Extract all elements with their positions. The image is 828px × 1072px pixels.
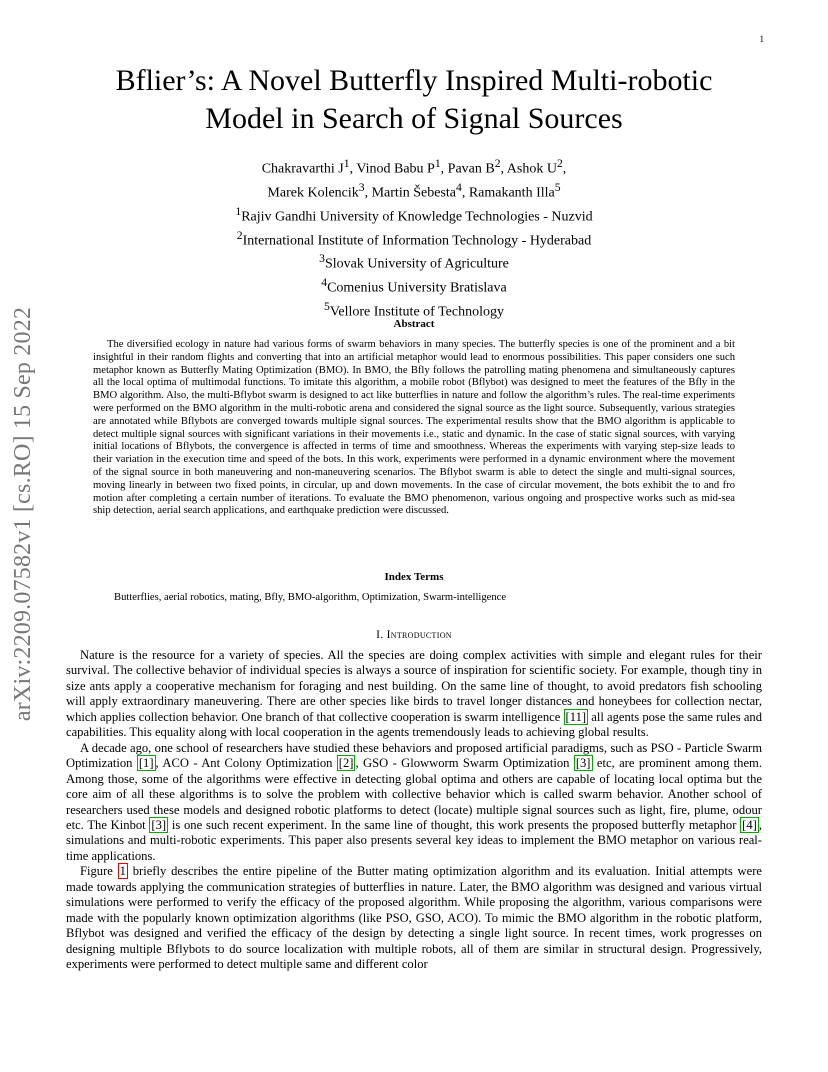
author-separator: ,: [562, 161, 567, 177]
citation-link[interactable]: [11]: [565, 709, 587, 724]
affiliation: $^1$Rajiv Gandhi University of Knowledge Technologies - Nuzvid: [235, 204, 593, 225]
author-line-1: [80, 155, 748, 179]
author-sup: 4: [455, 180, 462, 194]
author-sup: 1: [343, 157, 350, 170]
abstract-text: The diversified ecology in nature had various forms of swarm behaviors in many species. The butterfly species is one of the prominent and a bit insightful in their random flights and converting that into an artificial metaphor would lead to enormous possibilities. This paper considers one such metaphor known as Butterfly Mating Optimization (BMO). In BMO, the Bfly follows the patrolling mating phenomena and simultaneously captures all the local optima of multimodal functions. To imitate this algorithm, a mobile robot (Bflybot) was designed to meet the features of the Bfly in the BMO algorithm. Also, the multi-Bflybot swarm is designed to act like butterflies in nature and follow the algorithm’s rules. The real-time experiments were performed on the BMO algorithm in the multi-robotic arena and considered the signal source as the light source. Subsequently, various strategies are annotated while Bflybots are converged towards multiple signal sources. The experimental results show that the BMO algorithm is applicable to detect multiple signal sources with significant variations in their movements i.e., static and dynamic. In the case of static signal sources, with varying initial locations of Bflybots, the convergence is affected in terms of time and smoothness. Whereas the experiments with varying step-size leads to their variation in the execution time and speed of the bots. In this work, experiments were performed in a dynamic environment where the movement of the signal source in both maneuvering and non-maneuvering scenarios. The Bflybot swarm is able to detect the single and multi-signal sources, moving linearly in between two fixed points, in circular, up and down movements. In the case of circular movement, the bots exhibit the to and fro motion after completing a certain number of iterations. To evaluate the BMO phenomenon, various ongoing and prospective works such as mid-sea ship detection, aerial search applications, and earthquake prediction were discussed.: [93, 339, 735, 517]
paragraph: Nature is the resource for a variety of species. All the species are doing complex activities with simple and elegant rules for their survival. The collective behavior of individual species is always a source of inspiration for scientific society. For example, though tiny in size ants apply a cooperative mechanism for foraging and nest building. On the same line of thought, to avoid predators fish schooling will apply extraordinary maneuvering. There are other species like birds to travel longer distances and honeybees for collection nectar, which applies collection behavior. One branch of that collective cooperation is swarm intelligence [11] all agents pose the same rules and capabilities. This equality along with local cooperation in the agents tremendously leads to achieving global results.: [66, 648, 763, 740]
author-line-2: [80, 179, 748, 203]
author-name: , Ashok U: [500, 161, 557, 177]
author-name: , Martin Šebesta: [364, 185, 456, 201]
author-sup: 1: [434, 157, 441, 170]
figure-link[interactable]: 1: [119, 864, 126, 879]
author-sup: 2: [556, 157, 563, 170]
author-name: Chakravarthi J: [261, 161, 344, 177]
abstract-heading: Abstract: [393, 318, 435, 330]
paragraph: A decade ago, one school of researchers have studied these behaviors and proposed artificial paradigms, such as PSO - Particle Swarm Optimization [1] , ACO - Ant Colony Optimization [2] , GSO - Glowworm Swarm Optimization [3] etc, are prominent among them. Among those, some of the algorithms were effective in detecting global optima and others are capable of locating local optima but the core aim of all these algorithms is to solve the problem with collective behavior which is called swarm behavior. Another school of researchers used these models and designed robotic platforms to detect (locate) multiple signal sources such as light, fire, plume, odour etc. The Kinbot [3] is one such recent experiment. In the same line of thought, this work presents the proposed butterfly metaphor [4] , simulations and multi-robotic experiments. This paper also presents several key ideas to implement the BMO metaphor on various real-time applications.: [66, 740, 763, 863]
page-number: 1: [759, 34, 764, 44]
index-terms: Butterflies, aerial robotics, mating, Bfly, BMO-algorithm, Optimization, Swarm-intelligence: [114, 592, 507, 603]
author-sup: 5: [554, 180, 561, 194]
section-heading: [0, 629, 828, 641]
author-sup: 3: [358, 180, 365, 194]
author-block: [80, 155, 748, 322]
author-sup: 2: [494, 157, 501, 170]
arxiv-identifier: arXiv:2209.07582v1 [cs.RO] 15 Sep 2022: [10, 306, 36, 722]
author-name: , Pavan B: [440, 161, 495, 177]
affiliation: $^5$Vellore Institute of Technology: [324, 300, 504, 320]
author-name: Marek Kolencik: [267, 185, 359, 201]
citation-link[interactable]: [3]: [151, 817, 167, 832]
body-text: [66, 648, 762, 973]
paper-title: [60, 62, 768, 138]
citation-link[interactable]: [2]: [338, 756, 354, 771]
index-terms-heading: Index Terms: [384, 571, 444, 583]
title-line-1: Bflier’s: A Novel Butterfly Inspired Multi-robotic: [115, 64, 713, 97]
affiliation: $^4$Comenius University Bratislava: [321, 276, 507, 296]
author-name: , Vinod Babu P: [349, 161, 435, 177]
title-line-2: Model in Search of Signal Sources: [205, 102, 623, 135]
affiliation: $^2$International Institute of Information Technology - Hyderabad: [236, 228, 592, 249]
citation-link[interactable]: [1]: [138, 756, 154, 771]
section-number: I.: [376, 629, 387, 641]
citation-link[interactable]: [4]: [742, 817, 757, 832]
paragraph: Figure 1 briefly describes the entire pipeline of the Butter mating optimization algorithm and its evaluation. Initial attempts were made towards applying the communication strategies of butterflies in nature. Later, the BMO algorithm was designed and various virtual simulations were performed to verify the efficacy of the proposed algorithm. While proposing the algorithm, various comparisons were made with the popularly known optimization algorithms (like PSO, GSO, ACO). To mimic the BMO algorithm in the robotic platform, Bflybot was designed and verified the efficacy of the design by detecting a single light source. In recent times, work progresses on designing multiple Bflybots to do source localization with multiple robots, all of them are similar in structural design. Progressively, experiments were performed to detect multiple same and different color: [66, 864, 762, 972]
section-title: Introduction: [386, 629, 452, 641]
affiliation: $^3$Slovak University of Agriculture: [319, 252, 509, 273]
author-name: , Ramakanth Illa: [461, 185, 555, 201]
citation-link[interactable]: [3]: [575, 756, 591, 771]
